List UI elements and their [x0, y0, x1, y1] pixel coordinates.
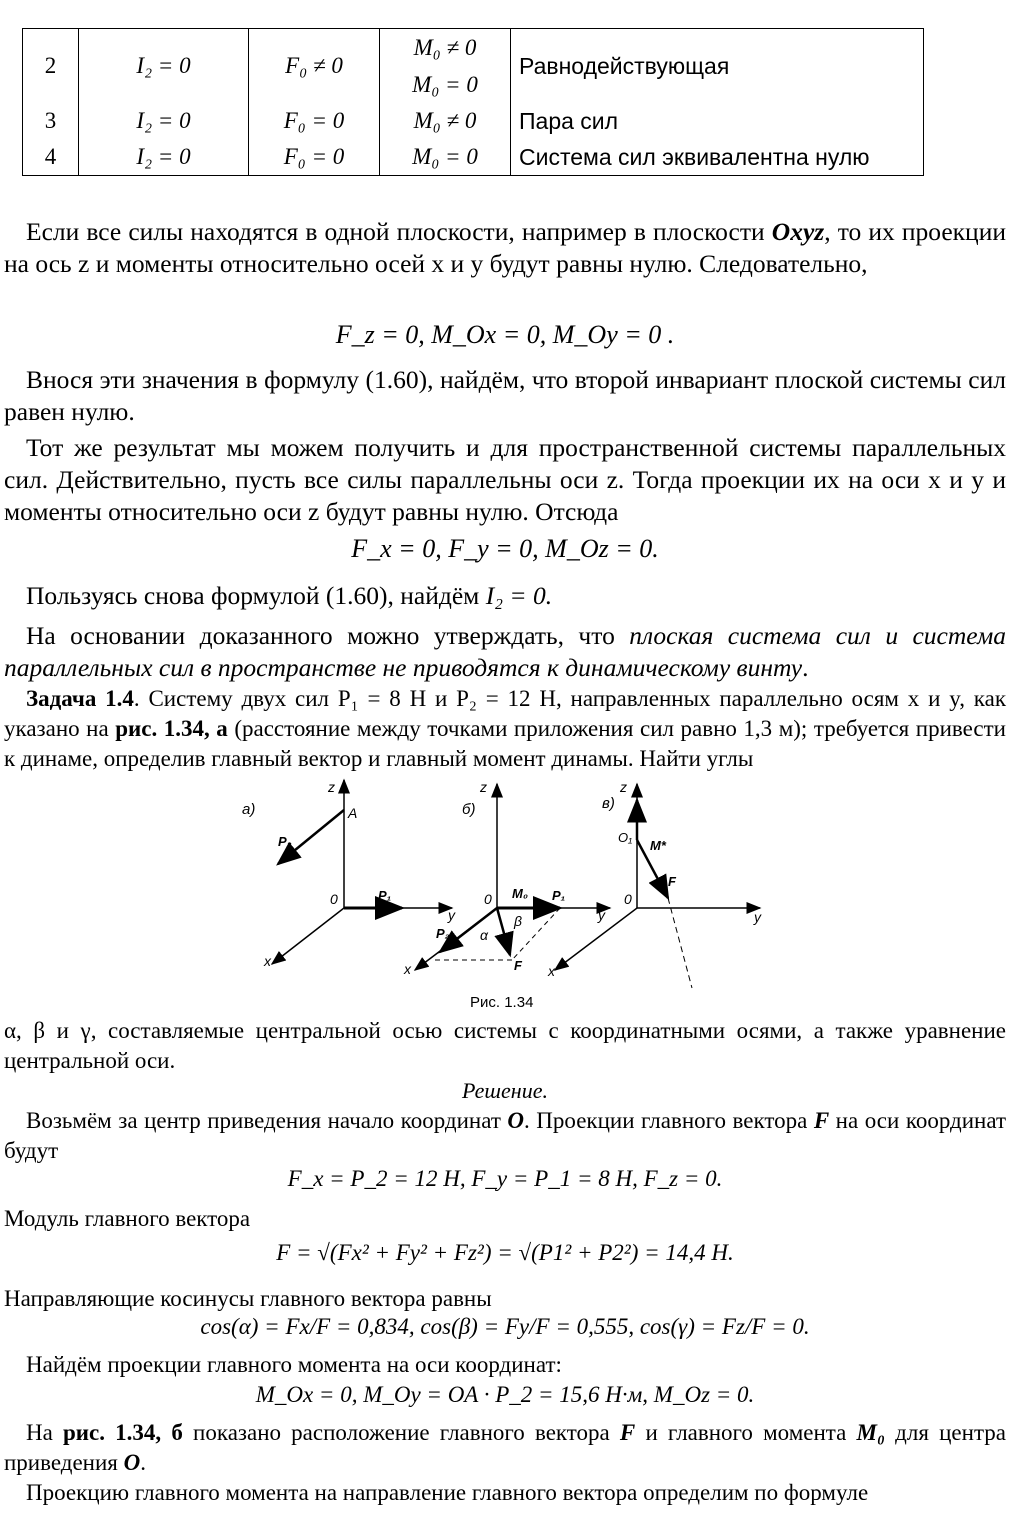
paragraph-plane	[4, 216, 1006, 280]
panel-label: в)	[602, 795, 615, 812]
paragraph-angles: α, β и γ, составляемые центральной осью системы с координатными осями, а также уравнение центральной оси.	[4, 1018, 1006, 1073]
equation-2: F_x = 0, F_y = 0, M_Oz = 0.	[351, 534, 659, 563]
moment-value: M₀ ≠ 0	[413, 35, 477, 60]
text-span: (расстояние между точками приложения сил равно 1,3 м); требуется привести к динаме, определив главный вектор и главный момент динамы. Найти углы	[4, 716, 1006, 771]
main-vector-cell: F₀ = 0	[249, 139, 380, 176]
origin-label: 0	[624, 891, 632, 907]
text-span: Если все силы находятся в одной плоскости, например в плоскости	[26, 217, 772, 246]
panel-label: б)	[462, 801, 476, 818]
force-f-label: F	[514, 958, 522, 973]
invariant-cell: I₂ = 0	[79, 29, 249, 104]
point-o1-label: O₁	[618, 830, 633, 845]
text-span: I₂ = 0.	[485, 581, 553, 610]
axis-label-y: y	[754, 909, 761, 925]
paragraph-last: Проекцию главного момента на направление главного вектора определим по формуле	[26, 1480, 869, 1505]
figure-reference: рис. 1.34, а	[115, 716, 228, 741]
text-span: O	[507, 1108, 525, 1133]
force-p1-label: P₁	[378, 888, 392, 903]
axis-label-z: z	[328, 779, 335, 795]
main-moment-cell: M₀ = 0	[380, 139, 511, 176]
text-span: . Проекции главного вектора	[524, 1108, 814, 1133]
table-row	[23, 139, 924, 176]
text-span: Возьмём за центр приведения начало координат	[26, 1108, 508, 1133]
invariant-cell: I₂ = 0	[79, 103, 249, 139]
task-label: Задача 1.4	[26, 686, 134, 711]
axis-label-x: x	[404, 961, 411, 977]
paragraph-figure-b	[4, 1418, 1006, 1478]
main-vector-cell: F₀ = 0	[249, 103, 380, 139]
row-number: 2	[23, 29, 79, 104]
text-span: .	[802, 653, 809, 682]
text-span: , то их проекции на ось z и моменты относительно осей x и y будут равны нулю. Следовательно,	[4, 217, 1006, 278]
equation-projections: F_x = P_2 = 12 Н, F_y = P_1 = 8 Н, F_z = 0.	[287, 1166, 723, 1191]
equation-1: F_z = 0, M_Ox = 0, M_Oy = 0 .	[335, 320, 675, 349]
text-span: плоская система сил и система параллельных сил в пространстве не приводятся к динамическому винту	[4, 621, 1006, 682]
text-span: M₀	[856, 1420, 885, 1445]
equation-cosines: cos(α) = Fx/F = 0,834, cos(β) = Fy/F = 0,555, cos(γ) = Fz/F = 0.	[200, 1314, 810, 1339]
force-f-label: F	[668, 874, 676, 889]
axis-label-z: z	[480, 779, 487, 795]
main-moment-cell: M₀ ≠ 0	[380, 103, 511, 139]
point-a-label: A	[348, 805, 358, 821]
text-span: . Систему двух сил P₁ = 8 Н и P₂ = 12 Н, направленных параллельно осям x и y, как указано на	[4, 686, 1006, 741]
paragraph-repeat	[4, 580, 1006, 612]
moment-projections-label: Найдём проекции главного момента на оси координат:	[26, 1352, 562, 1377]
result-cell: Пара сил	[511, 103, 924, 139]
figure-panel-b	[403, 779, 610, 977]
row-number: 4	[23, 139, 79, 176]
axis-label-y: y	[448, 907, 455, 923]
invariants-table	[22, 28, 924, 176]
cosines-label: Направляющие косинусы главного вектора равны	[4, 1286, 492, 1311]
invariant-cell: I₂ = 0	[79, 139, 249, 176]
text-span: F	[813, 1108, 830, 1133]
axis-label-y: y	[598, 907, 605, 923]
solution-step-1	[4, 1106, 1006, 1166]
figure-panel-c	[547, 779, 762, 988]
origin-label: 0	[484, 891, 492, 907]
text-span: На	[26, 1420, 63, 1445]
angle-alpha-label: α	[480, 927, 488, 943]
main-moment-cell	[380, 29, 511, 104]
text-span: F	[619, 1420, 636, 1445]
text-span: .	[140, 1450, 146, 1475]
text-span: Пользуясь снова формулой (1.60), найдём	[26, 581, 486, 610]
text-span: Oxyz	[771, 217, 825, 246]
force-p2-label: P₂	[436, 926, 450, 941]
paragraph-invariant: Внося эти значения в формулу (1.60), найдём, что второй инвариант плоской системы сил равен нулю.	[4, 365, 1006, 426]
force-p2-label: P₂	[278, 834, 292, 849]
force-p1-label: P₁	[552, 888, 566, 903]
result-cell: Равнодействующая	[511, 29, 924, 104]
text-span: O	[123, 1450, 141, 1475]
text-span: На основании доказанного можно утверждать, что	[26, 621, 630, 650]
equation-moments: M_Ox = 0, M_Oy = OA · P_2 = 15,6 Н·м, M_Oz = 0.	[255, 1382, 755, 1407]
figure-caption: Рис. 1.34	[470, 994, 534, 1011]
task-statement	[4, 684, 1006, 774]
row-number: 3	[23, 103, 79, 139]
axis-label-z: z	[620, 779, 627, 795]
result-cell: Система сил эквивалентна нулю	[511, 139, 924, 176]
origin-label: 0	[330, 891, 338, 907]
moment-mstar-label: M*	[650, 838, 666, 853]
modulus-label: Модуль главного вектора	[4, 1206, 251, 1231]
axis-label-x: x	[264, 953, 271, 969]
axis-label-x: x	[548, 963, 555, 979]
figure-reference: рис. 1.34, б	[63, 1420, 183, 1445]
figure-1-34	[230, 770, 790, 990]
panel-label: а)	[242, 801, 256, 818]
text-span: на оси координат будут	[4, 1108, 1007, 1163]
equation-modulus: F = √(Fx² + Fy² + Fz²) = √(P1² + P2²) = 14,4 Н.	[276, 1240, 734, 1265]
solution-heading: Решение.	[462, 1078, 548, 1103]
paragraph-parallel: Тот же результат мы можем получить и для пространственной системы параллельных сил. Действительно, пусть все силы параллельны оси z. Тогда проекции их на оси x и y и моменты относительно оси z будут равны нулю. Отсюда	[4, 433, 1006, 526]
text-span: для центра приведения	[4, 1420, 1006, 1475]
text-span: показано расположение главного вектора	[182, 1420, 620, 1445]
angle-beta-label: β	[514, 913, 522, 929]
table-row	[23, 29, 924, 104]
figure-panel-a	[242, 779, 456, 969]
text-span: и главного момента	[635, 1420, 857, 1445]
main-vector-cell: F₀ ≠ 0	[249, 29, 380, 104]
table-row	[23, 103, 924, 139]
paragraph-conclusion	[4, 620, 1006, 684]
moment-value: M₀ = 0	[412, 72, 478, 97]
moment-m0-label: M₀	[512, 886, 528, 901]
